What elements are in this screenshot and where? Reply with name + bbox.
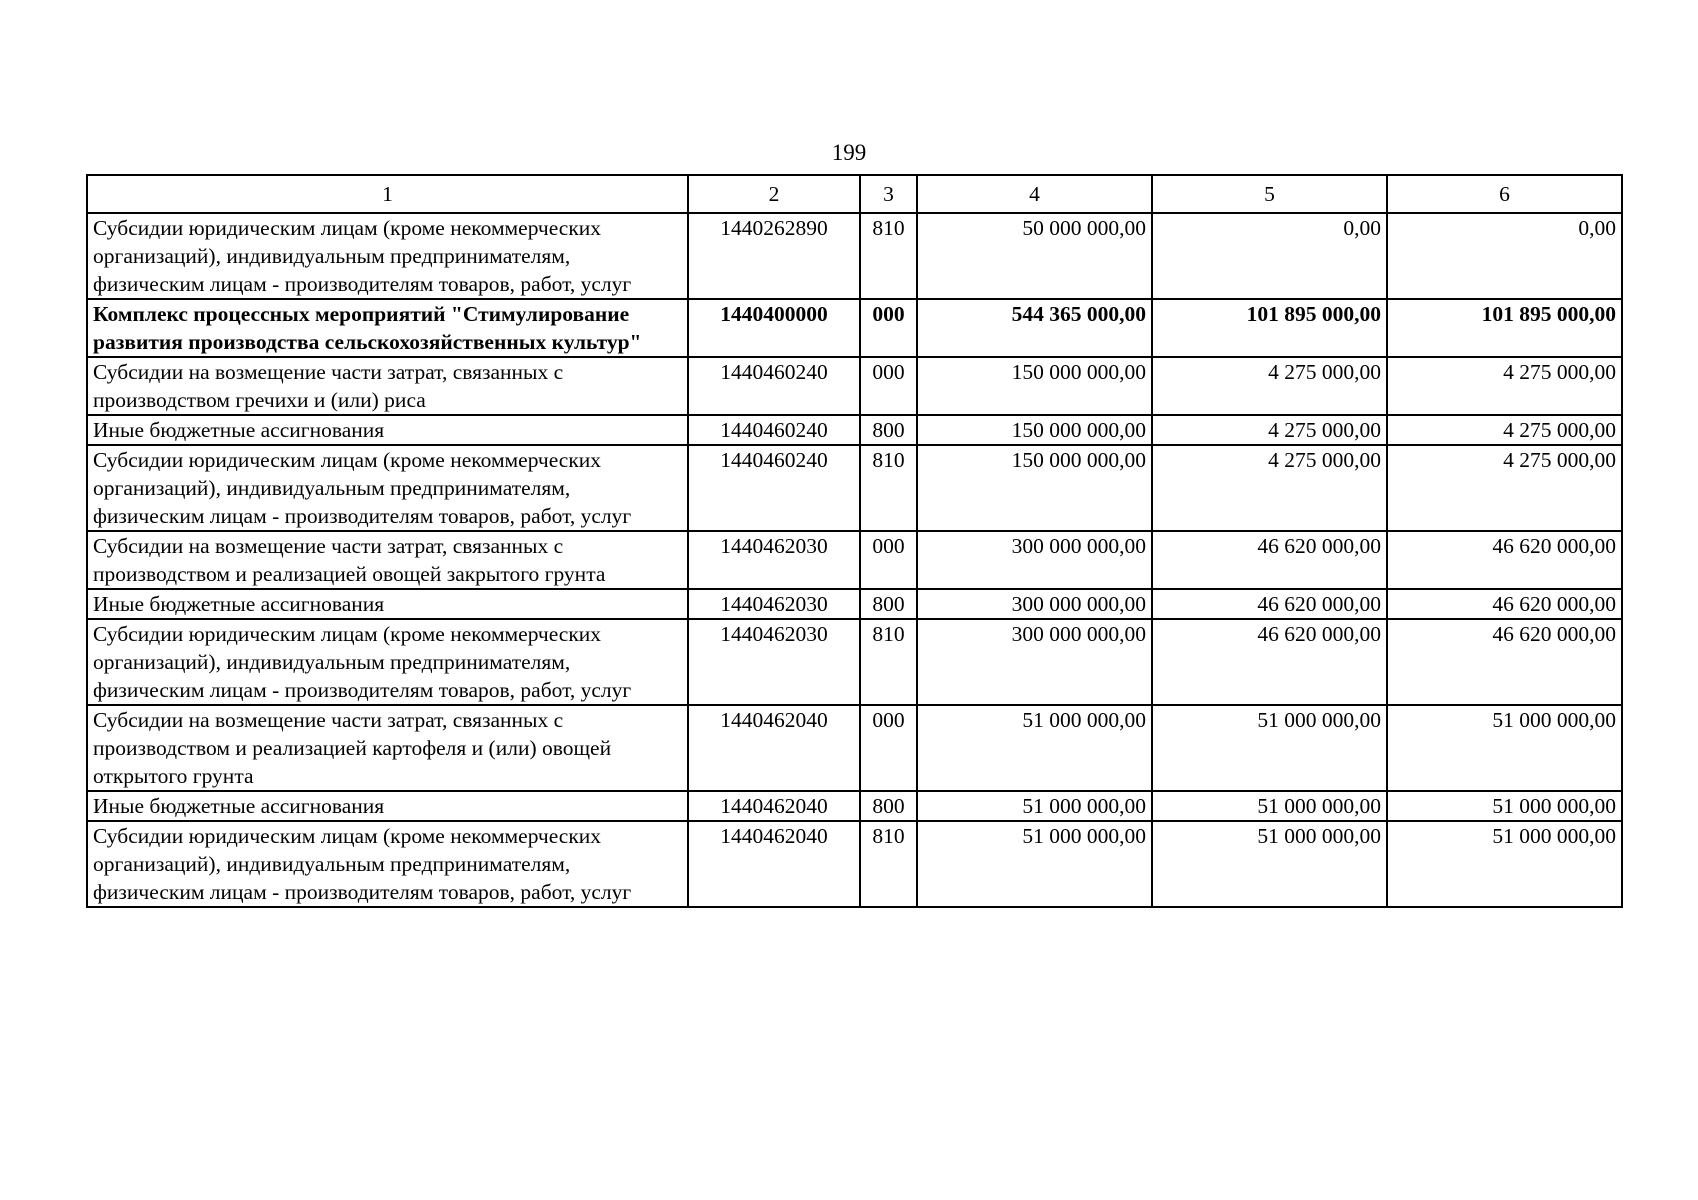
row-expense-type-code: 810 bbox=[860, 821, 917, 907]
table-row bbox=[87, 415, 1622, 445]
column-header-5: 5 bbox=[1152, 175, 1387, 213]
row-amount-col4: 150 000 000,00 bbox=[917, 415, 1152, 445]
row-amount-col6: 4 275 000,00 bbox=[1387, 357, 1622, 415]
column-header-2: 2 bbox=[688, 175, 860, 213]
row-description: Субсидии на возмещение части затрат, связанных с производством и реализацией картофеля и (или) овощей открытого грунта bbox=[87, 705, 688, 791]
table-row bbox=[87, 619, 1622, 705]
row-amount-col4: 300 000 000,00 bbox=[917, 589, 1152, 619]
row-amount-col5: 4 275 000,00 bbox=[1152, 357, 1387, 415]
table-row bbox=[87, 357, 1622, 415]
row-amount-col5: 4 275 000,00 bbox=[1152, 415, 1387, 445]
row-target-article-code: 1440262890 bbox=[688, 213, 860, 299]
row-amount-col5: 46 620 000,00 bbox=[1152, 589, 1387, 619]
row-amount-col6: 51 000 000,00 bbox=[1387, 705, 1622, 791]
row-amount-col4: 300 000 000,00 bbox=[917, 531, 1152, 589]
row-amount-col6: 101 895 000,00 bbox=[1387, 299, 1622, 357]
row-amount-col4: 150 000 000,00 bbox=[917, 357, 1152, 415]
row-amount-col6: 51 000 000,00 bbox=[1387, 821, 1622, 907]
row-amount-col5: 51 000 000,00 bbox=[1152, 705, 1387, 791]
row-expense-type-code: 800 bbox=[860, 589, 917, 619]
row-amount-col6: 4 275 000,00 bbox=[1387, 445, 1622, 531]
column-header-3: 3 bbox=[860, 175, 917, 213]
row-expense-type-code: 800 bbox=[860, 415, 917, 445]
row-amount-col4: 544 365 000,00 bbox=[917, 299, 1152, 357]
row-amount-col5: 46 620 000,00 bbox=[1152, 619, 1387, 705]
row-target-article-code: 1440462040 bbox=[688, 791, 860, 821]
row-description: Субсидии на возмещение части затрат, связанных с производством и реализацией овощей закрытого грунта bbox=[87, 531, 688, 589]
row-amount-col5: 101 895 000,00 bbox=[1152, 299, 1387, 357]
table-row bbox=[87, 445, 1622, 531]
row-description: Субсидии на возмещение части затрат, связанных с производством гречихи и (или) риса bbox=[87, 357, 688, 415]
row-description: Субсидии юридическим лицам (кроме некоммерческих организаций), индивидуальным предпринимателям, физическим лицам - производителям товаров, работ, услуг bbox=[87, 821, 688, 907]
row-expense-type-code: 800 bbox=[860, 791, 917, 821]
row-amount-col6: 51 000 000,00 bbox=[1387, 791, 1622, 821]
table-header-row bbox=[87, 175, 1622, 213]
row-target-article-code: 1440462030 bbox=[688, 531, 860, 589]
table-row bbox=[87, 531, 1622, 589]
row-description: Комплекс процессных мероприятий "Стимулирование развития производства сельскохозяйственных культур" bbox=[87, 299, 688, 357]
row-target-article-code: 1440462030 bbox=[688, 589, 860, 619]
row-target-article-code: 1440462040 bbox=[688, 821, 860, 907]
table-row bbox=[87, 705, 1622, 791]
table-row bbox=[87, 589, 1622, 619]
row-amount-col4: 51 000 000,00 bbox=[917, 705, 1152, 791]
row-amount-col6: 46 620 000,00 bbox=[1387, 619, 1622, 705]
table-row bbox=[87, 791, 1622, 821]
row-target-article-code: 1440462030 bbox=[688, 619, 860, 705]
row-target-article-code: 1440460240 bbox=[688, 445, 860, 531]
row-description: Субсидии юридическим лицам (кроме некоммерческих организаций), индивидуальным предпринимателям, физическим лицам - производителям товаров, работ, услуг bbox=[87, 445, 688, 531]
table-row bbox=[87, 213, 1622, 299]
row-amount-col4: 300 000 000,00 bbox=[917, 619, 1152, 705]
row-amount-col6: 0,00 bbox=[1387, 213, 1622, 299]
row-expense-type-code: 810 bbox=[860, 213, 917, 299]
row-amount-col5: 51 000 000,00 bbox=[1152, 791, 1387, 821]
row-amount-col4: 50 000 000,00 bbox=[917, 213, 1152, 299]
row-expense-type-code: 000 bbox=[860, 531, 917, 589]
row-description: Субсидии юридическим лицам (кроме некоммерческих организаций), индивидуальным предпринимателям, физическим лицам - производителям товаров, работ, услуг bbox=[87, 213, 688, 299]
row-description: Субсидии юридическим лицам (кроме некоммерческих организаций), индивидуальным предпринимателям, физическим лицам - производителям товаров, работ, услуг bbox=[87, 619, 688, 705]
row-expense-type-code: 000 bbox=[860, 299, 917, 357]
page-number: 199 bbox=[831, 140, 867, 165]
row-target-article-code: 1440460240 bbox=[688, 415, 860, 445]
row-amount-col6: 4 275 000,00 bbox=[1387, 415, 1622, 445]
row-amount-col4: 150 000 000,00 bbox=[917, 445, 1152, 531]
row-expense-type-code: 000 bbox=[860, 357, 917, 415]
row-description: Иные бюджетные ассигнования bbox=[87, 415, 688, 445]
budget-table bbox=[86, 174, 1623, 908]
row-amount-col5: 51 000 000,00 bbox=[1152, 821, 1387, 907]
row-amount-col6: 46 620 000,00 bbox=[1387, 531, 1622, 589]
column-header-1: 1 bbox=[87, 175, 688, 213]
column-header-4: 4 bbox=[917, 175, 1152, 213]
row-expense-type-code: 810 bbox=[860, 445, 917, 531]
row-description: Иные бюджетные ассигнования bbox=[87, 791, 688, 821]
row-expense-type-code: 000 bbox=[860, 705, 917, 791]
row-amount-col4: 51 000 000,00 bbox=[917, 821, 1152, 907]
table-row bbox=[87, 299, 1622, 357]
row-amount-col5: 4 275 000,00 bbox=[1152, 445, 1387, 531]
row-target-article-code: 1440462040 bbox=[688, 705, 860, 791]
row-amount-col4: 51 000 000,00 bbox=[917, 791, 1152, 821]
table-row bbox=[87, 821, 1622, 907]
row-amount-col5: 0,00 bbox=[1152, 213, 1387, 299]
row-amount-col5: 46 620 000,00 bbox=[1152, 531, 1387, 589]
column-header-6: 6 bbox=[1387, 175, 1622, 213]
row-description: Иные бюджетные ассигнования bbox=[87, 589, 688, 619]
row-expense-type-code: 810 bbox=[860, 619, 917, 705]
row-target-article-code: 1440460240 bbox=[688, 357, 860, 415]
row-target-article-code: 1440400000 bbox=[688, 299, 860, 357]
row-amount-col6: 46 620 000,00 bbox=[1387, 589, 1622, 619]
